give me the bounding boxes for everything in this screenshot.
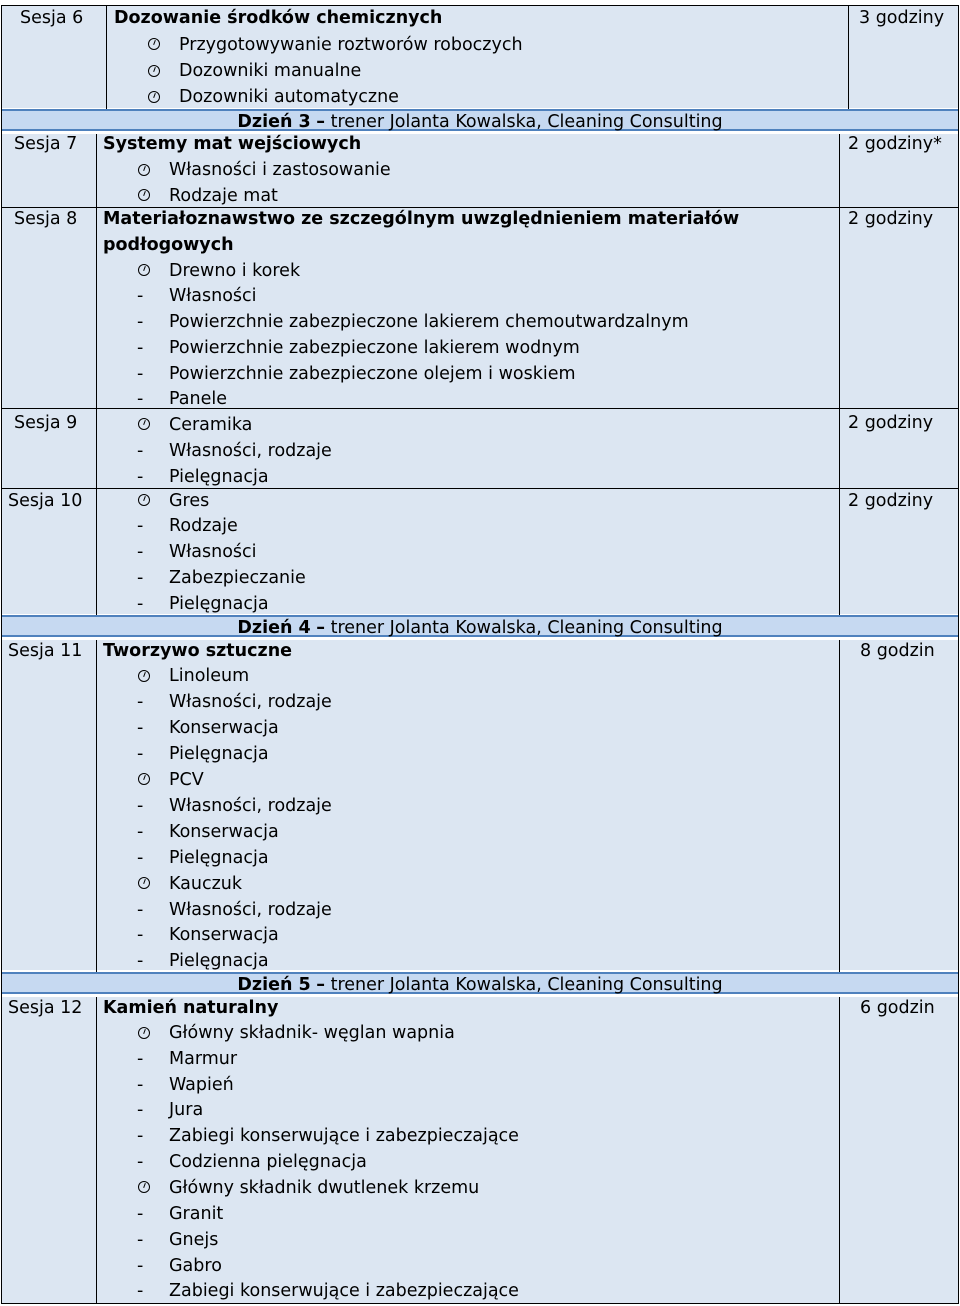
list-item: Jura xyxy=(169,1100,204,1120)
list-item: Kauczuk xyxy=(169,874,243,894)
session-label: Sesja 8 xyxy=(14,209,78,229)
list-item: Powierzchnie zabezpieczone olejem i woskiem xyxy=(169,364,576,384)
list-item: Własności, rodzaje xyxy=(169,796,332,816)
session-label: Sesja 9 xyxy=(14,413,78,433)
list-item: Pielęgnacja xyxy=(169,594,269,614)
list-item: Gabro xyxy=(169,1256,222,1276)
list-item: Gres xyxy=(169,491,210,511)
dash-marker: - xyxy=(137,1281,144,1301)
dash-marker: - xyxy=(137,1230,144,1250)
session-label: Sesja 6 xyxy=(20,8,84,28)
session-title: Systemy mat wejściowych xyxy=(103,134,362,154)
session-hours: 2 godziny xyxy=(848,413,934,433)
list-item: Konserwacja xyxy=(169,718,279,738)
clock-icon xyxy=(138,418,150,430)
list-item: Własności, rodzaje xyxy=(169,441,332,461)
clock-icon xyxy=(138,773,150,785)
list-item: Główny składnik dwutlenek krzemu xyxy=(169,1178,480,1198)
list-item: Wapień xyxy=(169,1075,234,1095)
trainer-label: trener Jolanta Kowalska, Cleaning Consulting xyxy=(330,618,723,638)
session-title: Tworzywo sztuczne xyxy=(103,641,293,661)
list-item: Rodzaje xyxy=(169,516,238,536)
dash-marker: - xyxy=(137,822,144,842)
dash-marker: - xyxy=(137,594,144,614)
dash-marker: - xyxy=(137,1049,144,1069)
dash-marker: - xyxy=(137,718,144,738)
list-item: Konserwacja xyxy=(169,925,279,945)
dash-marker: - xyxy=(137,467,144,487)
dash-marker: - xyxy=(137,1152,144,1172)
day-3-header: Dzień 3 – trener Jolanta Kowalska, Cleaning Consulting xyxy=(2,109,958,131)
clock-icon xyxy=(138,1027,150,1039)
clock-icon xyxy=(138,1181,150,1193)
list-item: Codzienna pielęgnacja xyxy=(169,1152,367,1172)
session-label: Sesja 7 xyxy=(14,134,78,154)
list-item: Pielęgnacja xyxy=(169,951,269,971)
list-item: Główny składnik- węglan wapnia xyxy=(169,1023,455,1043)
dash-marker: - xyxy=(137,1100,144,1120)
list-item: Gnejs xyxy=(169,1230,219,1250)
dash-marker: - xyxy=(137,516,144,536)
list-item: Powierzchnie zabezpieczone lakierem chemoutwardzalnym xyxy=(169,312,689,332)
list-item: Powierzchnie zabezpieczone lakierem wodnym xyxy=(169,338,580,358)
dash-marker: - xyxy=(137,1256,144,1276)
list-item: Własności xyxy=(169,542,257,562)
session-label: Sesja 12 xyxy=(8,998,83,1018)
session-title-line2: podłogowych xyxy=(103,235,234,255)
list-item: Zabezpieczanie xyxy=(169,568,306,588)
list-item: Dozowniki automatyczne xyxy=(179,87,399,107)
list-item: Własności i zastosowanie xyxy=(169,160,391,180)
list-item: Pielęgnacja xyxy=(169,848,269,868)
day-label: Dzień 5 xyxy=(237,975,311,995)
clock-icon xyxy=(138,494,150,506)
dash-marker: - xyxy=(137,364,144,384)
list-item: Własności, rodzaje xyxy=(169,900,332,920)
dash-marker: - xyxy=(137,951,144,971)
list-item: Pielęgnacja xyxy=(169,467,269,487)
session-title: Materiałoznawstwo ze szczególnym uwzględnieniem materiałów xyxy=(103,209,740,229)
session-hours: 2 godziny xyxy=(848,491,934,511)
list-item: Własności, rodzaje xyxy=(169,692,332,712)
clock-icon xyxy=(138,189,150,201)
session-label: Sesja 11 xyxy=(8,641,83,661)
list-item: Zabiegi konserwujące i zabezpieczające xyxy=(169,1281,519,1301)
clock-icon xyxy=(148,91,160,103)
list-item: Ceramika xyxy=(169,415,253,435)
dash-marker: - xyxy=(137,338,144,358)
trainer-label: trener Jolanta Kowalska, Cleaning Consulting xyxy=(330,112,723,132)
session-hours: 2 godziny xyxy=(848,209,934,229)
session-title: Kamień naturalny xyxy=(103,998,279,1018)
clock-icon xyxy=(148,38,160,50)
dash-marker: - xyxy=(137,796,144,816)
list-item: Przygotowywanie roztworów roboczych xyxy=(179,35,523,55)
session-hours: 8 godzin xyxy=(860,641,935,661)
dash-marker: - xyxy=(137,1075,144,1095)
clock-icon xyxy=(138,877,150,889)
list-item: Konserwacja xyxy=(169,822,279,842)
list-item: Rodzaje mat xyxy=(169,186,278,206)
trainer-label: trener Jolanta Kowalska, Cleaning Consulting xyxy=(330,975,723,995)
session-title: Dozowanie środków chemicznych xyxy=(114,8,443,28)
dash-marker: - xyxy=(137,848,144,868)
dash-marker: - xyxy=(137,900,144,920)
list-item: Marmur xyxy=(169,1049,238,1069)
dash-marker: - xyxy=(137,1126,144,1146)
dash-marker: - xyxy=(137,925,144,945)
day-4-header: Dzień 4 – trener Jolanta Kowalska, Cleaning Consulting xyxy=(2,615,958,637)
list-item: Linoleum xyxy=(169,666,250,686)
day-label: Dzień 3 xyxy=(237,112,311,132)
dash-marker: - xyxy=(137,744,144,764)
list-item: Drewno i korek xyxy=(169,261,301,281)
session-hours: 2 godziny* xyxy=(848,134,942,154)
list-item: Dozowniki manualne xyxy=(179,61,362,81)
session-label: Sesja 10 xyxy=(8,491,83,511)
clock-icon xyxy=(148,65,160,77)
dash-marker: - xyxy=(137,312,144,332)
list-item: Własności xyxy=(169,286,257,306)
dash-marker: - xyxy=(137,568,144,588)
list-item: Pielęgnacja xyxy=(169,744,269,764)
list-item: PCV xyxy=(169,770,204,790)
clock-icon xyxy=(138,264,150,276)
list-item: Panele xyxy=(169,389,227,409)
dash-marker: - xyxy=(137,542,144,562)
clock-icon xyxy=(138,164,150,176)
dash-marker: - xyxy=(137,441,144,461)
list-item: Zabiegi konserwujące i zabezpieczające xyxy=(169,1126,519,1146)
dash-marker: - xyxy=(137,389,144,409)
dash-marker: - xyxy=(137,692,144,712)
session-hours: 3 godziny xyxy=(859,8,945,28)
dash-marker: - xyxy=(137,286,144,306)
clock-icon xyxy=(138,670,150,682)
day-5-header: Dzień 5 – trener Jolanta Kowalska, Cleaning Consulting xyxy=(2,972,958,994)
day-label: Dzień 4 xyxy=(237,618,311,638)
dash-marker: - xyxy=(137,1204,144,1224)
list-item: Granit xyxy=(169,1204,224,1224)
session-hours: 6 godzin xyxy=(860,998,935,1018)
